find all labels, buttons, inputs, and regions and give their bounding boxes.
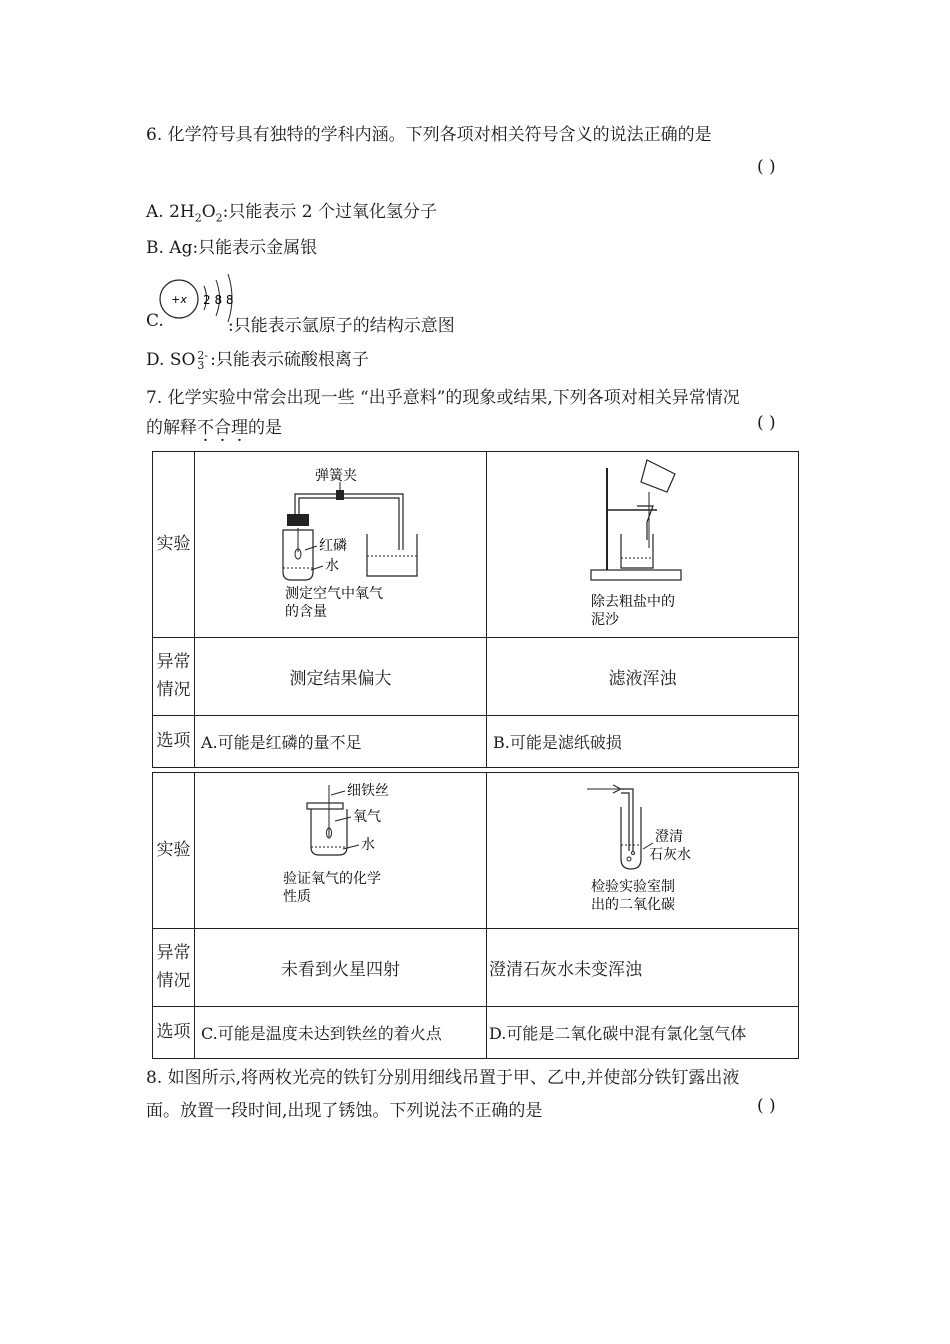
exp-c-caption-1: 验证氧气的化学 — [283, 871, 381, 887]
oxygen-label: 氧气 — [353, 809, 381, 825]
q6-stem: 6. 化学符号具有独特的学科内涵。下列各项对相关符号含义的说法正确的是 — [146, 125, 712, 145]
red-phosphorus-label: 红磷 — [319, 538, 347, 554]
q7-answer-paren[interactable]: ( ) — [757, 413, 776, 433]
exp-b-caption-2: 泥沙 — [591, 612, 619, 628]
row-label-option: 选项 — [153, 716, 195, 768]
exp-b-caption-1: 除去粗盐中的 — [591, 594, 675, 610]
beaker-icon — [621, 534, 653, 568]
exp-a-caption-2: 的含量 — [285, 604, 327, 620]
iron-wire-combustion-apparatus — [195, 773, 487, 923]
filtration-apparatus — [487, 452, 799, 632]
experiment-b-cell — [487, 452, 799, 638]
row-label-option: 选项 — [153, 1007, 195, 1059]
q6-option-a[interactable]: A. $2H_2O_2$:只能表示 2 个过氧化氢分子 — [146, 202, 438, 225]
spring-clamp-label: 弹簧夹 — [315, 468, 357, 484]
funnel-icon — [637, 506, 653, 540]
abnormal-c: 未看到火星四射 — [195, 929, 487, 1007]
pouring-beaker-icon — [641, 460, 675, 492]
limewater-label-1: 澄清 — [655, 829, 683, 845]
exp-d-caption-1: 检验实验室制 — [591, 879, 675, 895]
water-label: 水 — [325, 558, 339, 574]
q7-stem-line1: 7. 化学实验中常会出现一些 “出乎意料”的现象或结果,下列各项对相关异常情况 — [146, 388, 740, 408]
q8-answer-paren[interactable]: ( ) — [757, 1096, 776, 1116]
co2-test-apparatus — [487, 773, 799, 923]
q7-experiment-table — [152, 451, 799, 1059]
table-row-abnormal-1 — [153, 638, 799, 716]
table-row-option-2 — [153, 1007, 799, 1059]
stand-base — [591, 570, 681, 580]
oxygen-content-apparatus — [195, 452, 487, 632]
iron-wire-label: 细铁丝 — [347, 783, 389, 799]
q6-answer-paren[interactable]: ( ) — [757, 157, 776, 177]
q6-option-c-label: C. — [146, 311, 164, 331]
q6-option-d[interactable]: D. SO 2- 3 :只能表示硫酸根离子 — [146, 348, 369, 372]
exp-d-caption-2: 出的二氧化碳 — [591, 897, 675, 913]
limewater-label-2: 石灰水 — [649, 847, 691, 863]
experiment-d-cell — [487, 773, 799, 929]
experiment-a-cell — [195, 452, 487, 638]
table-row-abnormal-2 — [153, 929, 799, 1007]
abnormal-a: 测定结果偏大 — [195, 638, 487, 716]
table-row-experiment-2 — [153, 773, 799, 929]
glass-plate — [307, 803, 343, 809]
q7-stem-line2: 的解释不合理的是 — [146, 418, 282, 438]
exp-c-caption-2: 性质 — [283, 889, 311, 905]
option-b-cell[interactable]: B.可能是滤纸破损 — [487, 716, 799, 768]
nucleus-charge: +x — [171, 293, 187, 306]
q8-stem-line2: 面。放置一段时间,出现了锈蚀。下列说法不正确的是 — [146, 1101, 543, 1121]
row-label-experiment: 实验 — [153, 452, 195, 638]
beaker-icon — [367, 534, 417, 576]
row-label-experiment: 实验 — [153, 773, 195, 929]
exp-a-caption-1: 测定空气中氧气 — [285, 586, 383, 602]
q6-option-c-text: :只能表示氩原子的结构示意图 — [228, 316, 455, 336]
q6-option-b[interactable]: B. Ag:只能表示金属银 — [146, 238, 318, 258]
row-label-abnormal: 异常 情况 — [153, 638, 195, 716]
option-c-cell[interactable]: C.可能是温度未达到铁丝的着火点 — [195, 1007, 487, 1059]
abnormal-b: 滤液浑浊 — [487, 638, 799, 716]
option-d-cell[interactable]: D.可能是二氧化碳中混有氯化氢气体 — [487, 1007, 799, 1059]
water-label: 水 — [361, 837, 375, 853]
table-row-option-1 — [153, 716, 799, 768]
clamp-icon — [336, 490, 344, 500]
table-row-experiment-1 — [153, 452, 799, 638]
experiment-c-cell — [195, 773, 487, 929]
stopper-icon — [287, 514, 309, 526]
glass-tube — [295, 494, 403, 550]
q8-stem-line1: 8. 如图所示,将两枚光亮的铁钉分别用细线吊置于甲、乙中,并使部分铁钉露出液 — [146, 1068, 740, 1088]
row-label-abnormal: 异常 情况 — [153, 929, 195, 1007]
shell-electrons: 2 8 8 — [203, 293, 234, 307]
abnormal-d: 澄清石灰水未变浑浊 — [487, 929, 799, 1007]
option-a-cell[interactable]: A.可能是红磷的量不足 — [195, 716, 487, 768]
delivery-tube — [621, 789, 633, 851]
